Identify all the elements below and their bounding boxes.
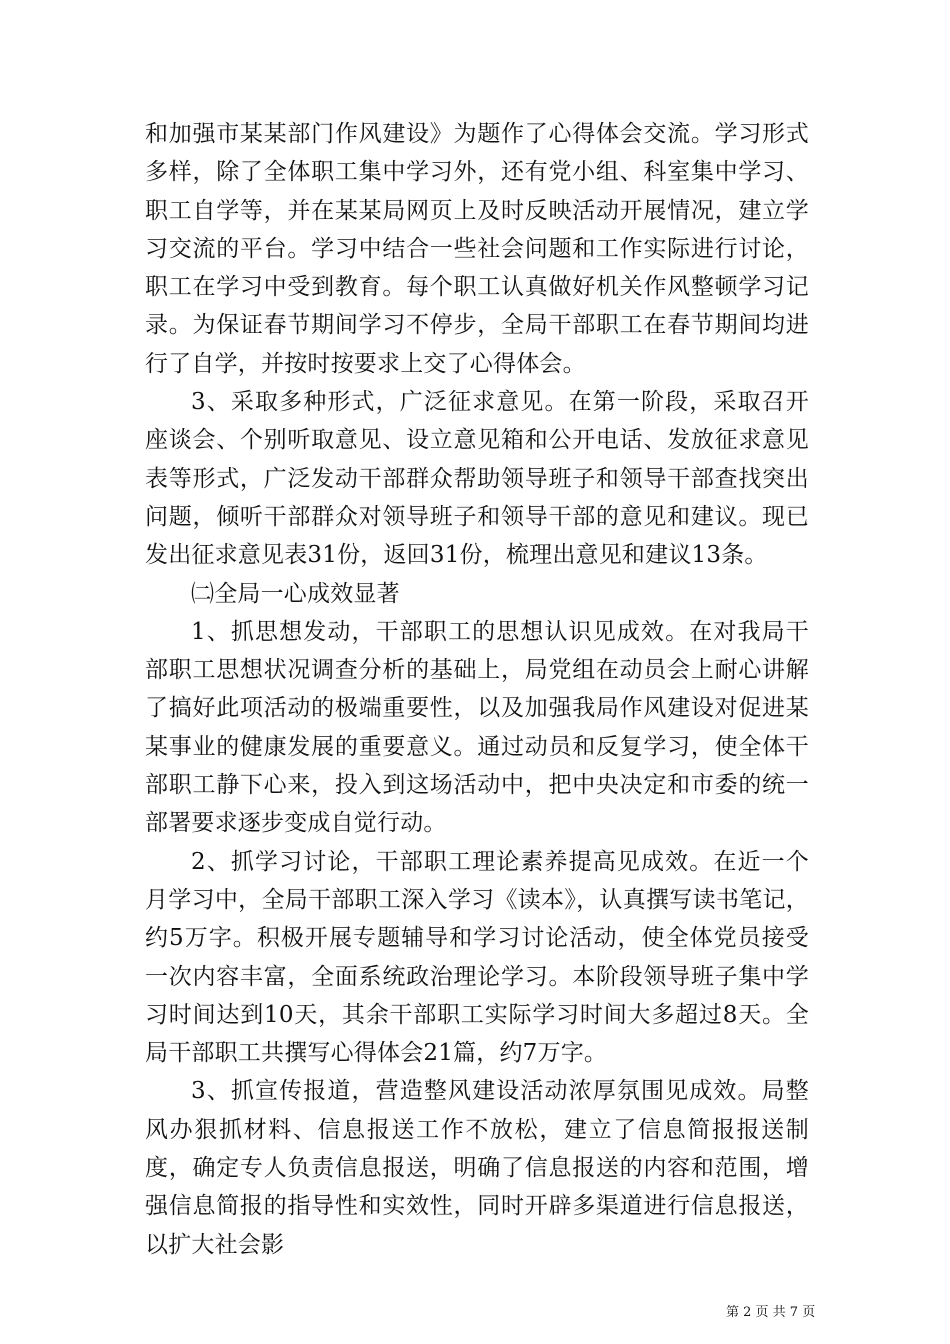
page-number-footer: 第 2 页 共 7 页 — [726, 1305, 816, 1320]
section-heading-results: ㈡全局一心成效显著 — [191, 580, 400, 607]
paragraph-publicity-reporting: 3、抓宣传报道，营造整风建设活动浓厚氛围见成效。局整风办狠抓材料、信息报送工作不放松，建立了信息简报报送制度，确定专人负责信息报送，明确了信息报送的内容和范围，增强信息简报的指导性和实效性，同时开辟多渠道进行信息报送，以扩大社会影 — [145, 1078, 809, 1258]
paragraph-study-forms: 和加强市某某部门作风建设》为题作了心得体会交流。学习形式多样，除了全体职工集中学习外，还有党小组、科室集中学习、职工自学等，并在某某局网页上及时反映活动开展情况，建立学习交流的平台。学习中结合一些社会问题和工作实际进行讨论，职工在学习中受到教育。每个职工认真做好机关作风整顿学习记录。为保证春节期间学习不停步，全局干部职工在春节期间均进行了自学，并按时按要求上交了心得体会。 — [145, 121, 809, 377]
paragraph-study-discussion: 2、抓学习讨论，干部职工理论素养提高见成效。在近一个月学习中，全局干部职工深入学习《读本》，认真撰写读书笔记，约5万字。积极开展专题辅导和学习讨论活动，使全体党员接受一次内容丰富，全面系统政治理论学习。本阶段领导班子集中学习时间达到10天，其余干部职工实际学习时间大多超过8天。全局干部职工共撰写心得体会21篇，约7万字。 — [145, 848, 809, 1067]
document-body — [145, 115, 809, 1264]
paragraph-solicit-opinions: 3、采取多种形式，广泛征求意见。在第一阶段，采取召开座谈会、个别听取意见、设立意见箱和公开电话、发放征求意见表等形式，广泛发动干部群众帮助领导班子和领导干部查找突出问题，倾听干部群众对领导班子和领导干部的意见和建议。现已发出征求意见表31份，返回31份，梳理出意见和建议13条。 — [145, 389, 809, 569]
paragraph-ideological-mobilization: 1、抓思想发动，干部职工的思想认识见成效。在对我局干部职工思想状况调查分析的基础上，局党组在动员会上耐心讲解了搞好此项活动的极端重要性，以及加强我局作风建设对促进某某事业的健康发展的重要意义。通过动员和反复学习，使全体干部职工静下心来，投入到这场活动中，把中央决定和市委的统一部署要求逐步变成自觉行动。 — [145, 618, 809, 837]
